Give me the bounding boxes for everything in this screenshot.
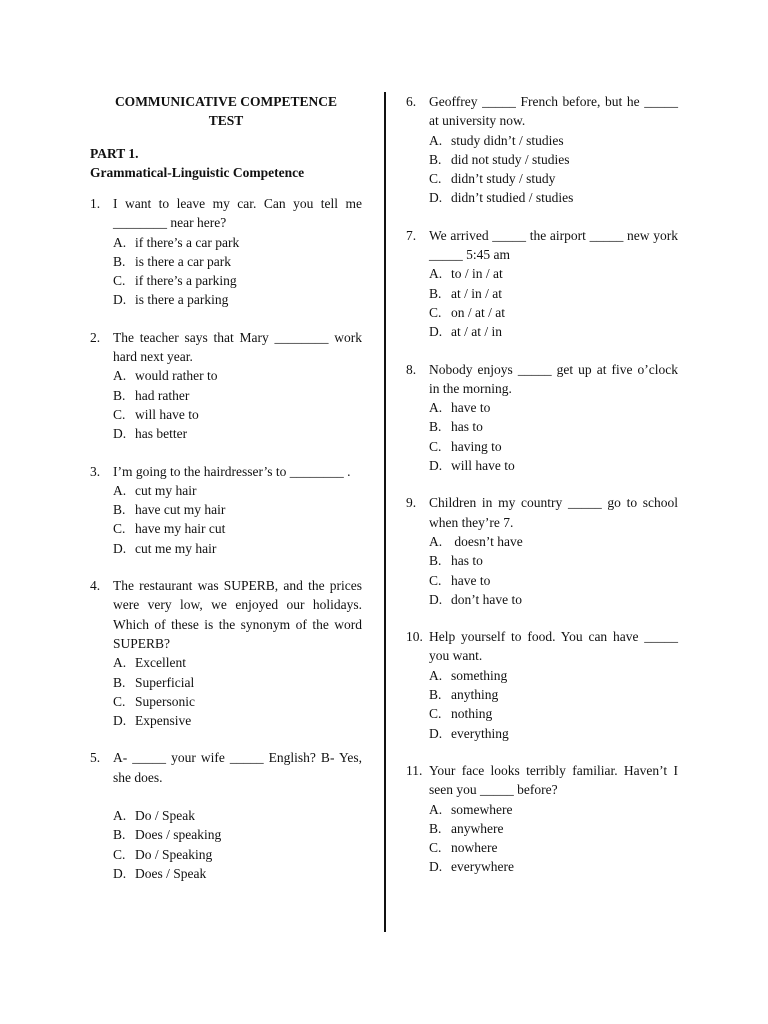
option-text: has to xyxy=(451,419,483,435)
question-text: We arrived _____ the airport _____ new york _____ 5:45 am xyxy=(429,227,678,263)
option-b xyxy=(429,819,678,838)
option-c xyxy=(113,692,362,711)
right-column xyxy=(406,92,678,895)
option-letter: C. xyxy=(429,840,442,856)
option-text: at / at / in xyxy=(451,324,502,340)
option-text: didn’t study / study xyxy=(451,171,556,187)
question-text: Help yourself to food. You can have _____ you want. xyxy=(429,629,678,664)
question-number: 2. xyxy=(90,329,101,345)
option-b xyxy=(429,417,678,436)
option-text: somewhere xyxy=(451,801,513,817)
option-text: cut my hair xyxy=(135,482,197,498)
question-11 xyxy=(406,761,678,877)
option-text: has better xyxy=(135,426,188,442)
option-d xyxy=(113,864,362,883)
option-a xyxy=(429,131,678,150)
option-a xyxy=(113,233,362,252)
option-text: having to xyxy=(451,438,502,454)
option-letter: D. xyxy=(429,324,443,340)
option-letter: A. xyxy=(429,801,443,817)
option-text: something xyxy=(451,667,508,683)
option-letter: D. xyxy=(429,725,443,741)
question-6 xyxy=(406,92,678,208)
option-letter: C. xyxy=(113,521,126,537)
option-text: Do / Speaking xyxy=(135,846,213,862)
option-letter: C. xyxy=(429,438,442,454)
question-4 xyxy=(90,576,362,730)
question-text: I’m going to the hairdresser’s to ________ . xyxy=(113,463,351,479)
column-divider xyxy=(384,92,386,932)
options-list xyxy=(113,481,362,558)
option-b xyxy=(113,500,362,519)
option-text: have to xyxy=(451,572,491,588)
option-letter: A. xyxy=(429,132,443,148)
option-letter: C. xyxy=(429,304,442,320)
option-letter: D. xyxy=(429,591,443,607)
option-letter: A. xyxy=(113,482,127,498)
option-text: anywhere xyxy=(451,820,504,836)
option-b xyxy=(113,673,362,692)
option-letter: B. xyxy=(113,827,126,843)
option-d xyxy=(429,857,678,876)
option-text: if there’s a parking xyxy=(135,273,237,289)
question-number: 1. xyxy=(90,196,101,211)
option-b xyxy=(113,386,362,405)
option-text: have my hair cut xyxy=(135,521,226,537)
options-list xyxy=(429,800,678,877)
options-list xyxy=(429,532,678,609)
option-letter: D. xyxy=(113,292,127,308)
option-b xyxy=(113,825,362,844)
option-b xyxy=(429,551,678,570)
option-letter: C. xyxy=(113,846,126,862)
option-c xyxy=(429,571,678,590)
question-text: Children in my country _____ go to school when they’re 7. xyxy=(429,495,678,530)
option-a xyxy=(113,481,362,500)
options-list xyxy=(113,806,362,883)
question-number: 4. xyxy=(90,578,101,594)
option-text: nowhere xyxy=(451,840,498,856)
question-3 xyxy=(90,462,362,558)
option-a xyxy=(113,806,362,825)
option-letter: D. xyxy=(429,190,443,206)
spacer xyxy=(113,787,362,806)
question-text: A- _____ your wife _____ English? B- Yes, she does. xyxy=(113,750,362,785)
option-d xyxy=(429,322,678,341)
option-text: cut me my hair xyxy=(135,540,217,556)
option-letter: C. xyxy=(113,406,126,422)
option-letter: B. xyxy=(429,687,442,703)
document-title xyxy=(90,92,362,130)
option-text: everywhere xyxy=(451,859,514,875)
option-letter: B. xyxy=(429,820,442,836)
option-d xyxy=(113,539,362,558)
question-5 xyxy=(90,748,362,883)
option-letter: A. xyxy=(429,667,443,683)
option-letter: A. xyxy=(113,234,127,250)
question-10 xyxy=(406,627,678,743)
option-letter: C. xyxy=(113,693,126,709)
option-d xyxy=(113,424,362,443)
options-list xyxy=(113,653,362,730)
options-list xyxy=(113,366,362,443)
question-number: 10. xyxy=(406,629,423,645)
option-b xyxy=(429,284,678,303)
question-text: I want to leave my car. Can you tell me ________ near here? xyxy=(113,196,362,231)
option-text: Does / Speak xyxy=(135,865,207,881)
option-text: at / in / at xyxy=(451,285,502,301)
option-b xyxy=(113,252,362,271)
option-c xyxy=(429,303,678,322)
option-a xyxy=(429,398,678,417)
option-letter: D. xyxy=(113,865,127,881)
options-list xyxy=(429,264,678,341)
option-text: didn’t studied / studies xyxy=(451,190,574,206)
question-8 xyxy=(406,360,678,476)
option-letter: B. xyxy=(113,674,126,690)
option-text: on / at / at xyxy=(451,304,505,320)
option-text: Excellent xyxy=(135,655,186,671)
option-c xyxy=(429,838,678,857)
option-c xyxy=(429,704,678,723)
option-text: study didn’t / studies xyxy=(451,132,564,148)
option-text: is there a parking xyxy=(135,292,229,308)
part-heading: PART 1. xyxy=(90,146,139,161)
option-d xyxy=(429,456,678,475)
option-text: Expensive xyxy=(135,713,192,729)
option-c xyxy=(113,519,362,538)
question-7 xyxy=(406,226,678,342)
options-list xyxy=(429,131,678,208)
option-letter: A. xyxy=(113,655,127,671)
option-letter: D. xyxy=(113,713,127,729)
question-number: 3. xyxy=(90,463,101,479)
option-a xyxy=(113,366,362,385)
option-text: will have to xyxy=(135,406,199,422)
option-letter: A. xyxy=(429,400,443,416)
option-letter: C. xyxy=(429,706,442,722)
option-text: nothing xyxy=(451,706,493,722)
option-c xyxy=(429,437,678,456)
option-letter: B. xyxy=(113,253,126,269)
options-list xyxy=(113,233,362,310)
option-c xyxy=(113,405,362,424)
option-letter: B. xyxy=(429,151,442,167)
question-number: 6. xyxy=(406,94,417,109)
question-text: The teacher says that Mary ________ work hard next year. xyxy=(113,329,362,365)
option-text: if there’s a car park xyxy=(135,234,240,250)
option-text: had rather xyxy=(135,387,190,403)
option-d xyxy=(113,290,362,309)
option-b xyxy=(429,150,678,169)
options-list xyxy=(429,398,678,475)
option-letter: D. xyxy=(113,426,127,442)
option-text: is there a car park xyxy=(135,253,231,269)
option-letter: B. xyxy=(113,502,126,518)
option-c xyxy=(113,845,362,864)
option-letter: C. xyxy=(429,572,442,588)
option-b xyxy=(429,685,678,704)
question-number: 7. xyxy=(406,227,417,243)
question-text: The restaurant was SUPERB, and the prices were very low, we enjoyed our holidays. Which of these is the synonym of the word SUPERB? xyxy=(113,578,362,651)
part-subtitle: Grammatical-Linguistic Competence xyxy=(90,165,305,180)
question-text: Your face looks terribly familiar. Haven’t I seen you _____ before? xyxy=(429,762,678,798)
option-letter: B. xyxy=(113,387,126,403)
option-text: to / in / at xyxy=(451,266,503,282)
option-letter: B. xyxy=(429,553,442,569)
option-a xyxy=(429,264,678,283)
question-number: 9. xyxy=(406,495,417,511)
option-letter: B. xyxy=(429,419,442,435)
left-column xyxy=(90,92,362,901)
option-text: don’t have to xyxy=(451,591,522,607)
option-text: Supersonic xyxy=(135,693,195,709)
option-c xyxy=(113,271,362,290)
option-d xyxy=(113,711,362,730)
option-text: have to xyxy=(451,400,491,416)
option-letter: A. xyxy=(429,533,443,549)
question-9 xyxy=(406,493,678,609)
option-d xyxy=(429,724,678,743)
option-letter: C. xyxy=(429,171,442,187)
option-a xyxy=(429,532,678,551)
option-text: have cut my hair xyxy=(135,502,226,518)
option-text: did not study / studies xyxy=(451,151,570,167)
options-list xyxy=(429,666,678,743)
option-letter: D. xyxy=(429,458,443,474)
title-line-2: TEST xyxy=(208,113,244,128)
option-d xyxy=(429,188,678,207)
option-letter: C. xyxy=(113,273,126,289)
option-a xyxy=(113,653,362,672)
question-text: Nobody enjoys _____ get up at five o’clock in the morning. xyxy=(429,361,678,396)
question-text: Geoffrey _____ French before, but he _____ at university now. xyxy=(429,94,678,129)
option-text: Superficial xyxy=(135,674,195,690)
question-number: 5. xyxy=(90,750,101,766)
option-letter: B. xyxy=(429,285,442,301)
option-text: Do / Speak xyxy=(135,808,195,824)
question-number: 11. xyxy=(406,762,423,778)
option-text: will have to xyxy=(451,458,515,474)
title-line-1: COMMUNICATIVE COMPETENCE xyxy=(114,94,338,109)
option-text: everything xyxy=(451,725,509,741)
option-a xyxy=(429,666,678,685)
option-letter: A. xyxy=(429,266,443,282)
question-2 xyxy=(90,328,362,444)
option-letter: A. xyxy=(113,808,127,824)
option-letter: A. xyxy=(113,368,127,384)
option-d xyxy=(429,590,678,609)
option-letter: D. xyxy=(113,540,127,556)
option-text: doesn’t have xyxy=(451,533,523,549)
question-number: 8. xyxy=(406,361,417,377)
option-text: has to xyxy=(451,553,483,569)
option-text: anything xyxy=(451,687,499,703)
option-text: Does / speaking xyxy=(135,827,222,843)
question-1 xyxy=(90,194,362,310)
option-a xyxy=(429,800,678,819)
option-letter: D. xyxy=(429,859,443,875)
option-c xyxy=(429,169,678,188)
option-text: would rather to xyxy=(135,368,218,384)
